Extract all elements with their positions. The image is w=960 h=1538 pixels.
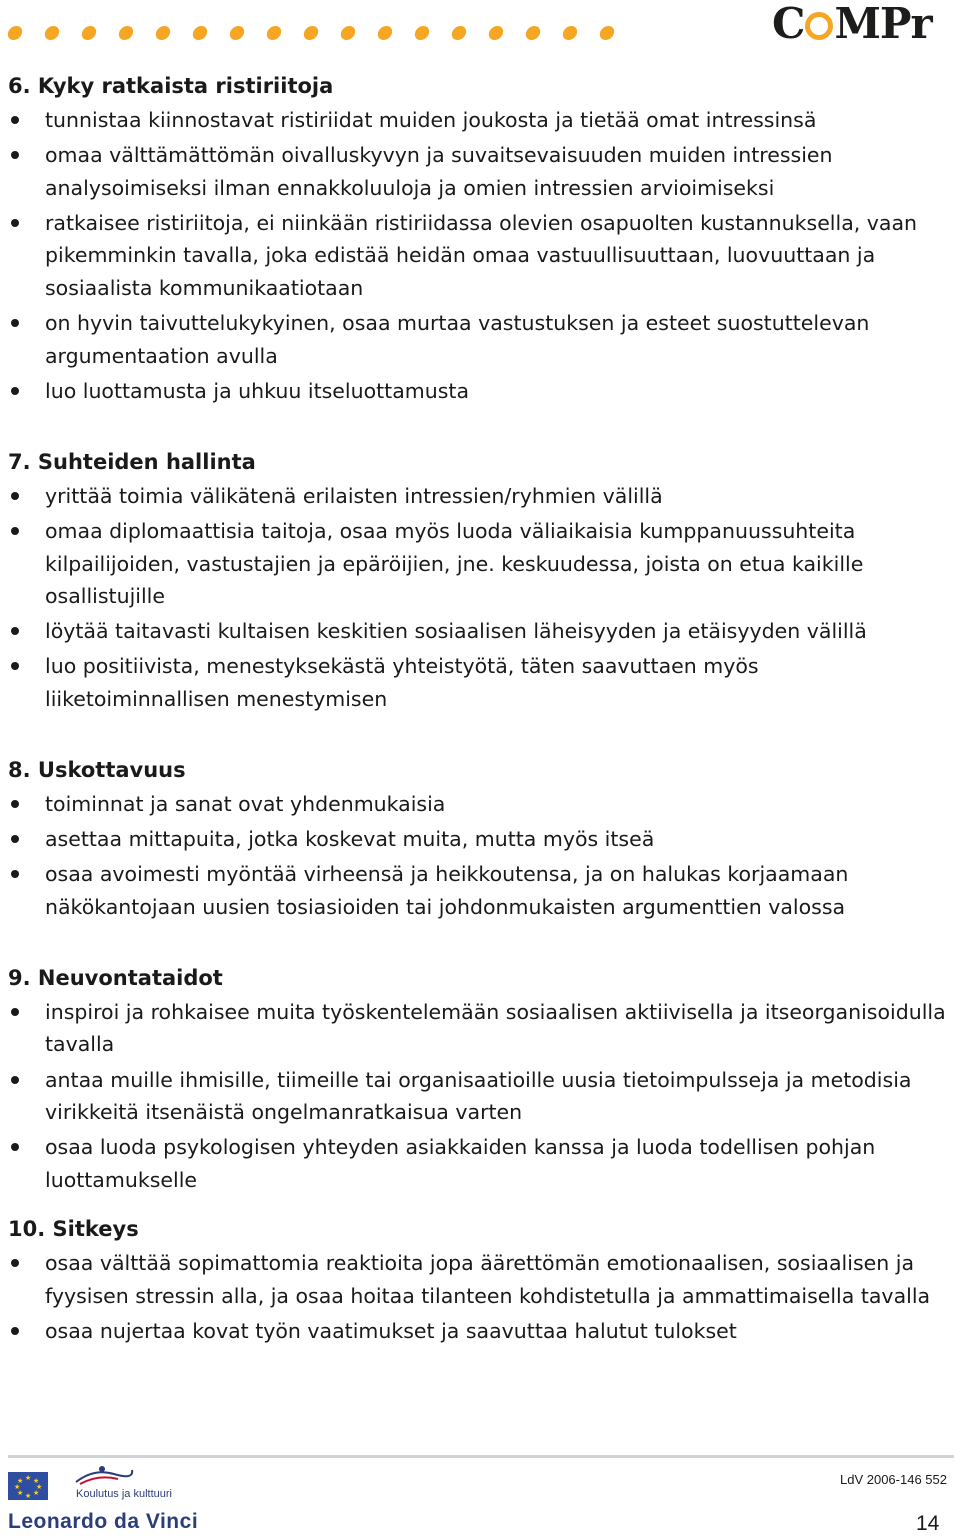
ministry-logo-icon	[74, 1464, 134, 1486]
decorative-dot	[155, 26, 172, 40]
list-item: luo positiivista, menestyksekästä yhteistyötä, täten saavuttaen myös liiketoiminnallisen menestymisen	[8, 650, 948, 715]
list-item: antaa muille ihmisille, tiimeille tai organisaatioille uusia tietoimpulsseja ja metodisia virikkeitä itsenäistä ongelmanratkaisua varten	[8, 1064, 948, 1129]
list-item: toiminnat ja sanat ovat yhdenmukaisia	[8, 788, 948, 821]
decorative-dot	[488, 26, 505, 40]
project-reference: LdV 2006-146 552	[840, 1472, 947, 1487]
section-heading: 6. Kyky ratkaista ristiriitoja	[8, 74, 334, 98]
bullet-list	[8, 1247, 948, 1347]
decorative-dot	[229, 26, 246, 40]
list-item: on hyvin taivuttelukykyinen, osaa murtaa vastustuksen ja esteet suostuttelevan argumentaation avulla	[8, 307, 948, 372]
compro-logo: C MPr	[772, 0, 932, 48]
decorative-dot	[377, 26, 394, 40]
decorative-dot	[562, 26, 579, 40]
decorative-dot	[303, 26, 320, 40]
decorative-dot	[340, 26, 357, 40]
programme-name: Leonardo da Vinci	[8, 1510, 199, 1533]
section-counselling-skills	[8, 962, 948, 1197]
list-item: osaa avoimesti myöntää virheensä ja heikkoutensa, ja on halukas korjaamaan näkökantojaan uusien tosiasioiden tai johdonmukaisten argumenttien valossa	[8, 858, 948, 923]
bullet-list	[8, 480, 948, 716]
list-item: yrittää toimia välikätenä erilaisten intressien/ryhmien välillä	[8, 480, 948, 513]
decorative-dot	[7, 26, 24, 40]
list-item: löytää taitavasti kultaisen keskitien sosiaalisen läheisyyden ja etäisyyden välillä	[8, 615, 948, 648]
decorative-dot	[451, 26, 468, 40]
decorative-dot	[118, 26, 135, 40]
decorative-dot	[414, 26, 431, 40]
section-heading: 7. Suhteiden hallinta	[8, 449, 256, 474]
section-persistence	[8, 1213, 948, 1347]
list-item: osaa välttää sopimattomia reaktioita jopa äärettömän emotionaalisen, sosiaalisen ja fyysisen stressin alla, ja osaa hoitaa tilanteen kohdistetulla ja ammattimaisella tavalla	[8, 1247, 948, 1312]
list-item: omaa välttämättömän oivalluskyvyn ja suvaitsevaisuuden muiden intressien analysoimiseksi ilman ennakkoluuloja ja omien intressien arvioimiseksi	[8, 139, 948, 204]
section-credibility	[8, 754, 948, 923]
logo-ring-icon	[805, 12, 833, 40]
decorative-dot-row	[8, 26, 648, 42]
decorative-dot	[44, 26, 61, 40]
list-item: luo luottamusta ja uhkuu itseluottamusta	[8, 375, 948, 408]
page-number: 14	[916, 1512, 940, 1535]
ministry-text: Koulutus ja kulttuuri	[76, 1488, 172, 1500]
list-item: osaa luoda psykologisen yhteyden asiakkaiden kanssa ja luoda todellisen pohjan luottamukselle	[8, 1131, 948, 1196]
section-conflict-resolution	[8, 70, 948, 407]
bullet-list	[8, 996, 948, 1197]
eu-flag-icon: ★ ★ ★ ★ ★ ★ ★ ★	[8, 1472, 48, 1500]
list-item: asettaa mittapuita, jotka koskevat muita, mutta myös itseä	[8, 823, 948, 856]
section-heading: 9. Neuvontataidot	[8, 965, 223, 990]
list-item: tunnistaa kiinnostavat ristiriidat muiden joukosta ja tietää omat intressinsä	[8, 104, 948, 137]
decorative-dot	[81, 26, 98, 40]
footer-divider	[8, 1455, 954, 1458]
decorative-dot	[599, 26, 616, 40]
decorative-dot	[192, 26, 209, 40]
bullet-list	[8, 104, 948, 407]
list-item: omaa diplomaattisia taitoja, osaa myös luoda väliaikaisia kumppanuussuhteita kilpailijoiden, vastustajien ja epäröijien, jne. keskuudessa, joista on etua kaikille osallistujille	[8, 515, 948, 613]
list-item: ratkaisee ristiriitoja, ei niinkään ristiriidassa olevien osapuolten kustannuksella, vaan pikemminkin tavalla, joka edistää heidän omaa vastuullisuuttaan, luovuuttaan ja sosiaalista kommunikaatiotaan	[8, 207, 948, 305]
decorative-dot	[525, 26, 542, 40]
section-relationship-management	[8, 446, 948, 716]
bullet-list	[8, 788, 948, 923]
decorative-dot	[266, 26, 283, 40]
list-item: inspiroi ja rohkaisee muita työskentelemään sosiaalisen aktiivisella ja itseorganisoidulla tavalla	[8, 996, 948, 1061]
list-item: osaa nujertaa kovat työn vaatimukset ja saavuttaa halutut tulokset	[8, 1315, 948, 1348]
section-heading: 8. Uskottavuus	[8, 758, 186, 782]
document-body	[8, 70, 948, 1350]
section-heading: 10. Sitkeys	[8, 1216, 139, 1241]
